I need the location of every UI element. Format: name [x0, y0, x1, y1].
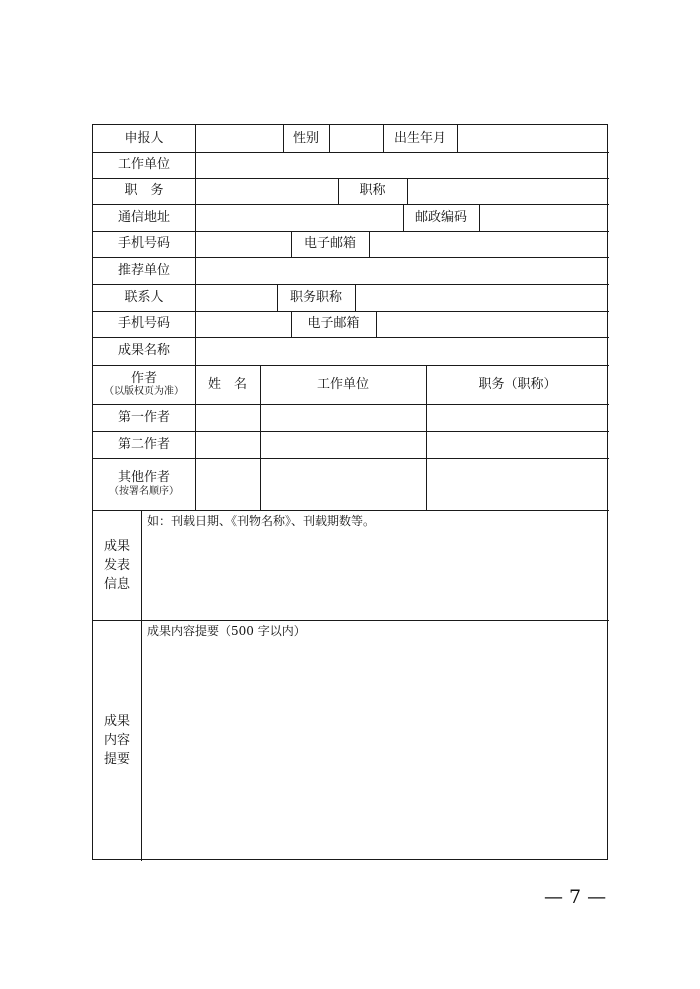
contact-email-input[interactable]: [376, 311, 609, 337]
second-author-name-input[interactable]: [195, 431, 260, 458]
gender-label: 性别: [292, 130, 319, 146]
contact-position-label: 职务职称: [289, 289, 342, 305]
position-input[interactable]: [195, 178, 338, 204]
applicant-label: 申报人: [124, 130, 164, 146]
applicant-input[interactable]: [195, 125, 283, 152]
recommend-unit-label: 推荐单位: [117, 262, 170, 278]
page-number: — 7 —: [544, 886, 607, 908]
first-author-unit-input[interactable]: [260, 404, 426, 431]
professional-title-input[interactable]: [407, 178, 609, 204]
summary-hint: 成果内容提要（500 字以内）: [147, 624, 306, 638]
contact-email-label: 电子邮箱: [307, 316, 360, 332]
authors-header: [93, 365, 195, 404]
first-author-label: 第一作者: [117, 409, 170, 425]
summary-label: 成果 内容 提要: [103, 714, 130, 767]
second-author-label: 第二作者: [117, 436, 170, 452]
contact-input[interactable]: [195, 284, 277, 311]
authors-title: 作者: [130, 370, 157, 386]
birthdate-label: 出生年月: [393, 130, 446, 146]
other-authors-name-input[interactable]: [195, 458, 260, 510]
contact-phone-input[interactable]: [195, 311, 291, 337]
author-unit-header: 工作单位: [316, 376, 369, 392]
application-form-table: [92, 124, 608, 860]
position-label: 职 务: [124, 183, 164, 199]
achievement-name-label: 成果名称: [117, 343, 170, 359]
first-author-name-input[interactable]: [195, 404, 260, 431]
email-label: 电子邮箱: [303, 236, 356, 252]
author-position-header: 职务（职称）: [478, 376, 557, 392]
postal-code-label: 邮政编码: [414, 209, 467, 225]
achievement-name-input[interactable]: [195, 337, 609, 365]
professional-title-label: 职称: [359, 183, 386, 199]
work-unit-input[interactable]: [195, 152, 609, 178]
publication-info-label: 成果 发表 信息: [103, 538, 130, 592]
publication-info-hint: 如：刊载日期、《刊物名称》、刊载期数等。: [147, 514, 376, 528]
address-input[interactable]: [195, 204, 403, 231]
second-author-position-input[interactable]: [426, 431, 609, 458]
birthdate-input[interactable]: [457, 125, 609, 152]
postal-code-input[interactable]: [479, 204, 609, 231]
gender-input[interactable]: [329, 125, 383, 152]
first-author-position-input[interactable]: [426, 404, 609, 431]
other-authors-label: [93, 458, 195, 510]
other-authors-title: 其他作者: [117, 470, 170, 486]
second-author-unit-input[interactable]: [260, 431, 426, 458]
contact-label: 联系人: [124, 289, 164, 305]
author-name-header: 姓 名: [207, 376, 247, 392]
summary-input[interactable]: [141, 620, 609, 861]
work-unit-label: 工作单位: [117, 157, 170, 173]
contact-position-input[interactable]: [355, 284, 609, 311]
email-input[interactable]: [369, 231, 609, 257]
authors-note: （以版权页为准）: [104, 386, 184, 398]
recommend-unit-input[interactable]: [195, 257, 609, 284]
other-authors-position-input[interactable]: [426, 458, 609, 510]
other-authors-unit-input[interactable]: [260, 458, 426, 510]
contact-phone-label: 手机号码: [117, 316, 170, 332]
other-authors-note: （按署名顺序）: [109, 485, 179, 497]
address-label: 通信地址: [117, 209, 170, 225]
phone-label: 手机号码: [117, 236, 170, 252]
phone-input[interactable]: [195, 231, 291, 257]
